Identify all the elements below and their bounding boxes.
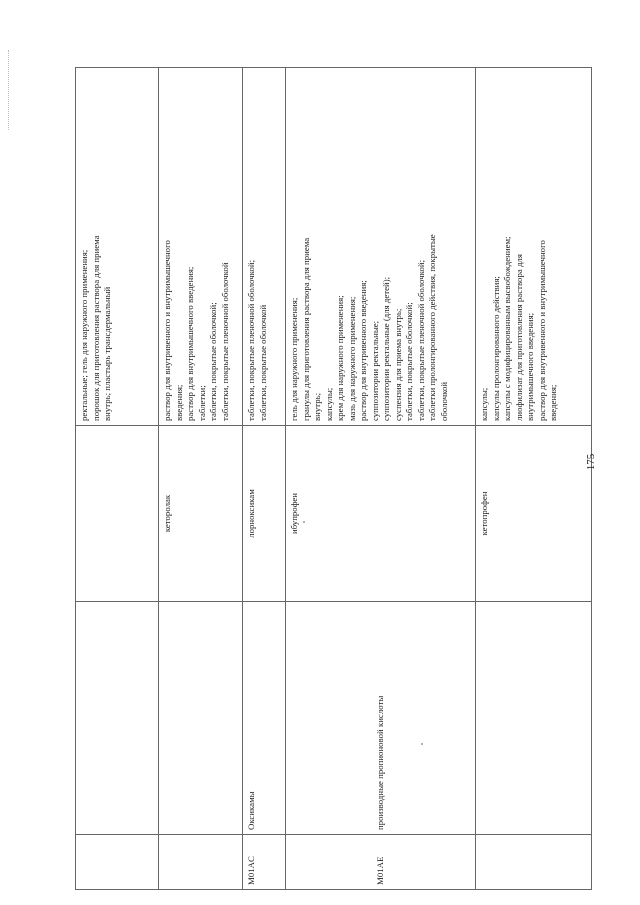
dosage-form-line: гранулы для приготовления раствора для приема: [300, 237, 311, 421]
atc-code-cell: M01AC: [243, 835, 286, 890]
dosage-form-line: капсулы пролонгированного действия;: [490, 276, 501, 421]
dosage-form-line: таблетки, покрытые оболочкой;: [208, 302, 218, 421]
dosage-forms-cell: [243, 68, 286, 426]
table-row: [476, 68, 592, 890]
dosage-form-line: раствор для внутримышечного введения;: [185, 266, 195, 421]
dosage-form-line: таблетки, покрытые пленочной оболочкой;: [246, 259, 256, 421]
drug-name-cell: кеторолак: [159, 426, 243, 602]
dosage-form-line: таблетки, покрытые пленочной оболочкой: [219, 262, 230, 421]
dosage-form-line: суппозитории ректальные (для детей);: [381, 276, 391, 421]
atc-code-cell: [159, 835, 243, 890]
dosage-form-line: оболочкой: [438, 381, 449, 421]
dosage-form-line: суппозитории ректальные;: [369, 320, 380, 421]
drug-name-cell: лорноксикам: [243, 426, 286, 602]
dosage-form-line: таблетки пролонгированного действия, покрытые: [427, 234, 437, 421]
atc-code-cell: [476, 835, 592, 890]
drug-table: [75, 67, 592, 890]
group-cell: производные пропионовой кислоты: [286, 602, 476, 835]
page-number: 175: [585, 453, 597, 471]
dosage-form-line: таблетки;: [196, 385, 207, 421]
dosage-form-line: капсулы;: [323, 387, 334, 421]
dosage-form-line: таблетки, покрытые пленочной оболочкой;: [415, 259, 426, 421]
dosage-forms-cell: [286, 68, 476, 426]
dosage-forms-cell: [76, 68, 159, 426]
dosage-form-line: раствор для внутривенного введения;: [358, 280, 368, 421]
dosage-form-line: капсулы;: [479, 387, 489, 421]
dosage-forms-cell: [159, 68, 243, 426]
drug-table-body: [76, 68, 592, 890]
group-cell: [159, 602, 243, 835]
dosage-form-line: внутрь; пластырь трансдермальный: [102, 286, 112, 421]
rotated-table-container: [75, 68, 591, 890]
table-row: [159, 68, 243, 890]
dosage-form-line: капсулы с модифицированным высвобождением;: [502, 236, 512, 421]
dosage-form-line: мазь для наружного применения;: [346, 296, 357, 421]
dosage-form-line: внутримышечного введения;: [525, 312, 535, 421]
dosage-form-line: порошок для приготовления раствора для приема: [90, 235, 101, 421]
table-row: [243, 68, 286, 890]
group-cell: Оксикамы: [243, 602, 286, 835]
scan-margin-mark: [8, 50, 10, 130]
drug-name-cell: ибупрофен: [286, 426, 476, 602]
dosage-form-line: раствор для внутривенного и внутримышечного: [162, 240, 172, 421]
dosage-form-line: суспензия для приема внутрь;: [392, 308, 403, 421]
dosage-form-line: таблетки, покрытые оболочкой;: [404, 302, 414, 421]
drug-name-cell: [76, 426, 159, 602]
dosage-form-line: крем для наружного применения;: [335, 295, 345, 421]
group-cell: [76, 602, 159, 835]
dosage-form-line: гель для наружного применения;: [289, 297, 299, 421]
dosage-form-line: таблетки, покрытые оболочкой: [257, 304, 268, 421]
dosage-form-line: введения;: [173, 384, 184, 421]
atc-code-cell: M01AE: [286, 835, 476, 890]
table-row: [76, 68, 159, 890]
table-row: [286, 68, 476, 890]
dosage-forms-cell: [476, 68, 592, 426]
dosage-form-line: раствор для внутривенного и внутримышечного: [536, 240, 547, 421]
drug-name-cell: кетопрофен: [476, 426, 592, 602]
dosage-form-line: ректальные; гель для наружного применения;: [79, 249, 89, 421]
group-cell: [476, 602, 592, 835]
dosage-form-line: введения;: [548, 384, 558, 421]
dosage-form-line: внутрь;: [312, 392, 322, 421]
atc-code-cell: [76, 835, 159, 890]
dosage-form-line: лиофилизат для приготовления раствора для: [513, 254, 524, 421]
